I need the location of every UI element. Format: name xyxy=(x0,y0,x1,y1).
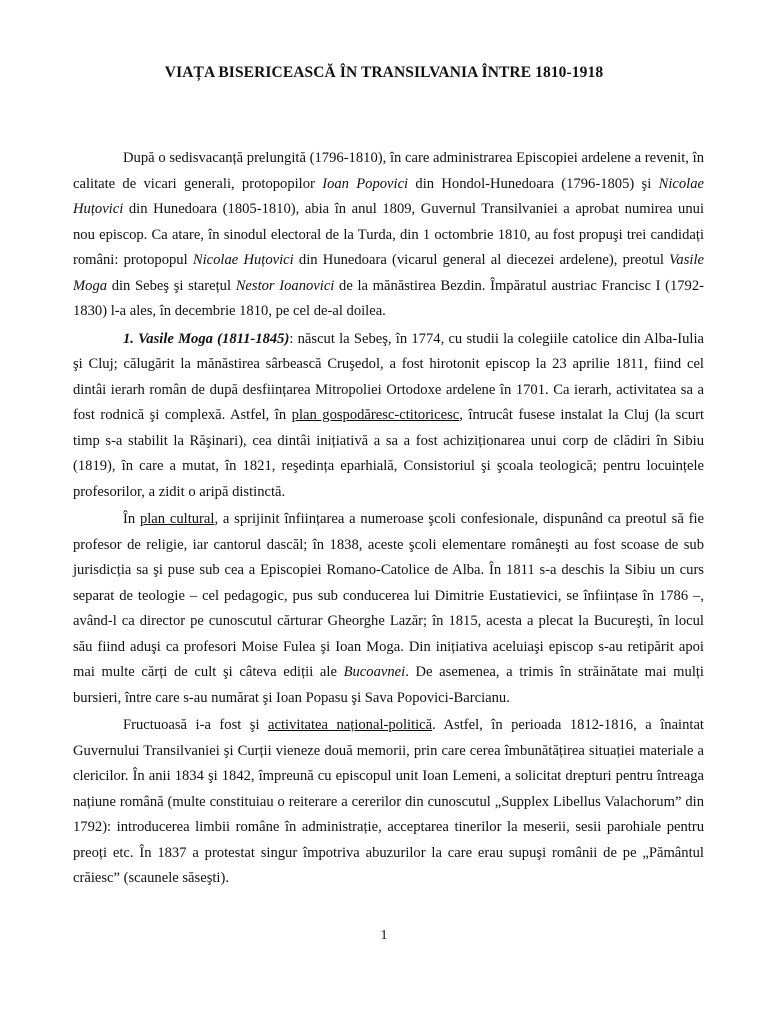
p1-text-c: din Hondol-Hunedoara (1796-1805) şi xyxy=(408,175,659,192)
p1-name-nicolae-hutovici-2: Nicolae Huțovici xyxy=(192,252,294,268)
document-body xyxy=(73,146,704,892)
p3-underlined-term: plan cultural xyxy=(139,511,215,527)
p3-text-b: , a sprijinit înființarea a numeroase şcoli confesionale, dispunând ca preotul să fie profesor de religie, iar cantorul dascăl; în 1838, aceste şcoli elementare româneşti au fost scoase de sub jurisdicția sa şi puse sub cea a Episcopiei Romano-Catolice de Alba. În 1811 s-a deschis la Sibiu un curs separat de teologie – cel pedagogic, pus sub conducerea lui Dimitrie Eustatievici, se înființase în 1786 –, având-l ca director pe cunoscutul cărturar Gheorghe Lazăr; în 1815, acesta a plecat la Bucureşti, în locul său fiind aduşi ca profesori Moise Fulea şi Ioan Moga. Din inițiativa aceluiaşi episcop s-au retipărit apoi mai multe cărți de cult şi câteva ediții ale xyxy=(73,511,704,680)
p1-name-nicolae-hutovici: Nicolae Huțovici xyxy=(73,175,704,217)
p2-text-b: , întrucât fusese instalat la Cluj (la scurt timp s-a stabilit la Răşinari), cea dintâi inițiativă a sa a fost achiziționarea unui corp de clădiri în Sibiu (1819), în care a mutat, în 1821, reşedința eparhială, Consistoriul şi şcoala teologică; pentru locuințele profesorilor, a zidit o aripă distinctă. xyxy=(73,407,705,500)
document-title: VIAȚA BISERICEASCĂ ÎN TRANSILVANIA ÎNTRE 1810-1918 xyxy=(164,64,604,81)
p1-text-g: din Hunedoara (vicarul general al diecezei ardelene), preotul xyxy=(293,252,670,268)
p4-text-b: . Astfel, în perioada 1812-1816, a înaintat Guvernului Transilvaniei şi Curții vieneze două memorii, prin care cerea îmbunătățirea situației materiale a clericilor. În anii 1834 şi 1842, împreună cu episcopul unit Ioan Lemeni, a solicitat drepturi pentru întreaga națiune română (multe constituiau o reiterare a cererilor din cunoscutul „Supplex Libellus Valachorum” din 1792): introducerea limbii române în administrație, acceptarea tinerilor la meserii, sesii parohiale pentru preoți etc. În 1837 a protestat singur împotriva abuzurilor la care erau supuşi românii de pe „Pământul crăiesc” (scaunele săseşti). xyxy=(73,717,704,886)
p1-name-nestor-ioanovici: Nestor Ioanovici xyxy=(235,277,335,294)
section-heading-vasile-moga: 1. Vasile Moga (1811-1845) xyxy=(123,330,290,347)
p3-italic-bucoavnei: Bucoavnei xyxy=(343,664,406,680)
page-number: 1 xyxy=(380,928,388,943)
p1-text-a: După o sedisvacanță prelungită (1796-1810), în care administrarea Episcopiei ardelene a revenit, în calitate de vicari generali, protopopilor xyxy=(73,150,704,192)
paragraph-3 xyxy=(73,507,704,711)
p1-name-ioan-popovici: Ioan Popovici xyxy=(322,175,409,192)
p3-text-c: . De asemenea, a trimis în străinătate mai mulți bursieri, între care s-au numărat şi Ioan Popasu şi Sava Popovici-Barcianu. xyxy=(73,664,704,706)
p1-name-vasile-moga: Vasile Moga xyxy=(73,252,704,294)
paragraph-2 xyxy=(73,327,704,506)
p1-text-e: din Hunedoara (1805-1810), abia în anul 1809, Guvernul Transilvaniei a aprobat numirea unui nou episcop. Ca atare, în sinodul electoral de la Turda, din 1 octombrie 1810, au fost propuşi trei candidați români: protopopul xyxy=(73,201,704,268)
p2-text-a: : născut la Sebeş, în 1774, cu studii la colegiile catolice din Alba-Iulia şi Cluj; călugărit la mănăstirea sârbească Cruşedol, a fost hirotonit episcop la 23 aprilie 1811, fiind cel dintâi ierarh român de după desființarea Mitropoliei Ortodoxe ardelene în 1701. Ca ierarh, activitatea sa a fost rodnică şi complexă. Astfel, în xyxy=(73,330,704,423)
p4-underlined-term: activitatea național-politică xyxy=(268,717,433,733)
p4-text-a: Fructuoasă i-a fost şi xyxy=(123,717,269,733)
paragraph-1 xyxy=(73,146,704,325)
p1-text-i: din Sebeş şi starețul xyxy=(107,277,236,294)
paragraph-4 xyxy=(73,713,704,892)
p1-text-k: de la mănăstirea Bezdin. Împăratul austriac Francisc I (1792-1830) l-a ales, în decembrie 1810, pe cel de-al doilea. xyxy=(73,277,704,319)
p3-text-a: În xyxy=(123,511,140,527)
p2-underlined-term: plan gospodăresc-ctitoricesc xyxy=(291,407,460,423)
